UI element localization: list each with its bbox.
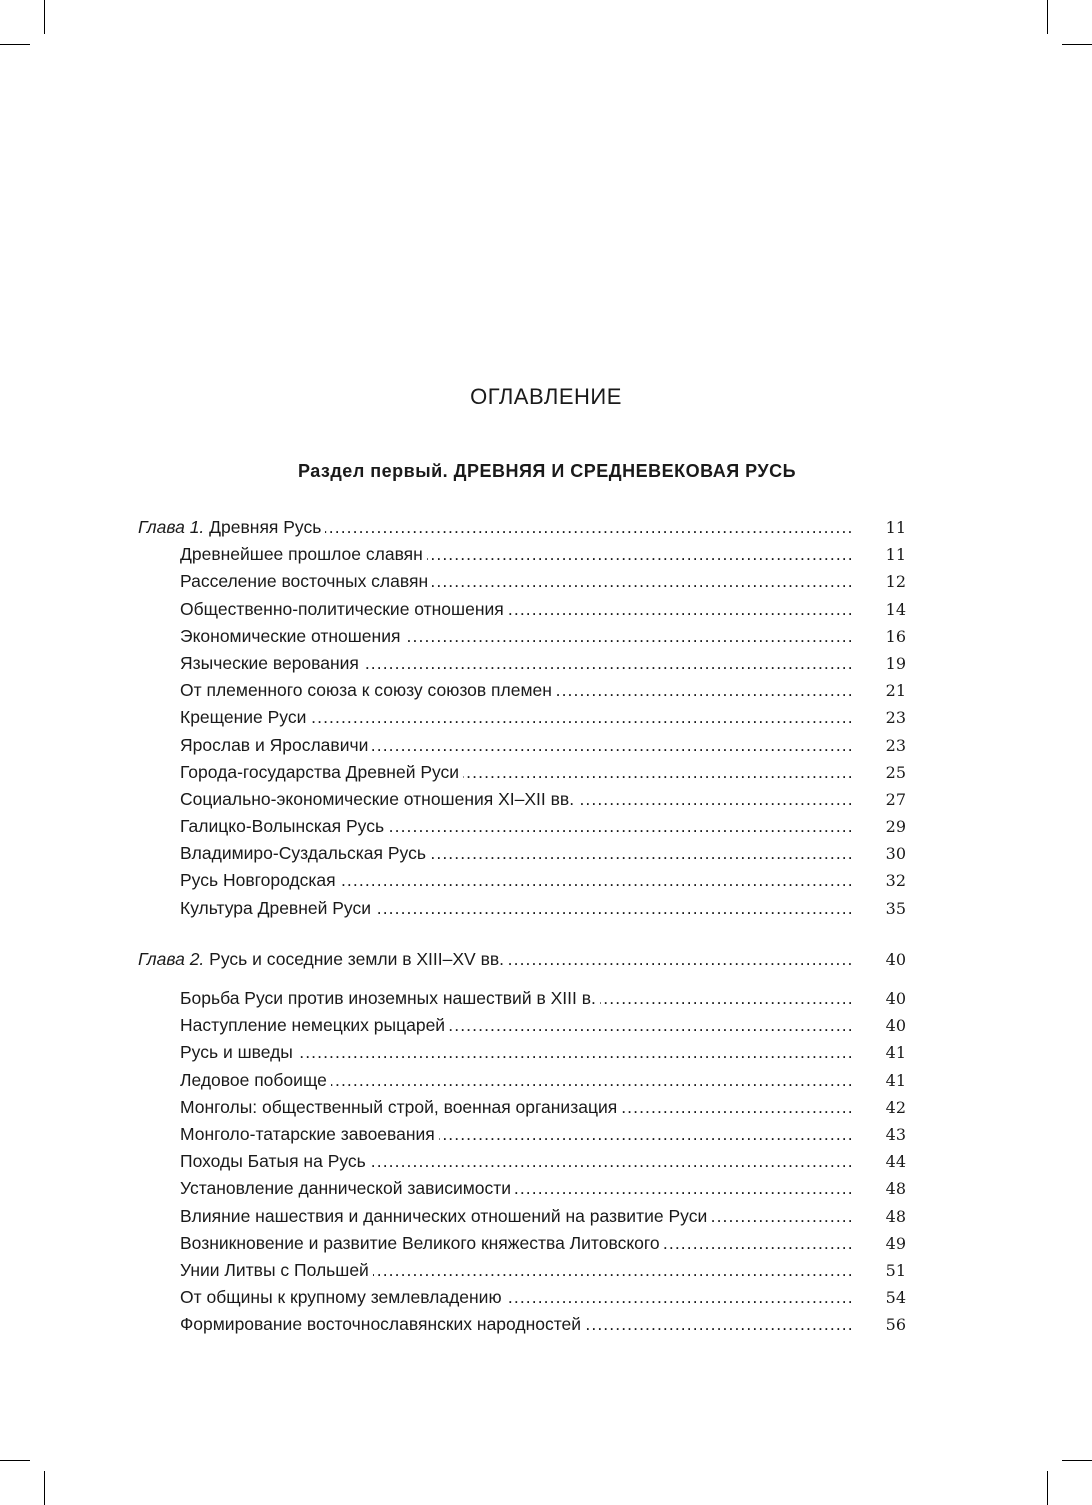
crop-mark-bottom-left-vertical: [44, 1471, 45, 1505]
toc-item-title: Культура Древней Руси: [180, 898, 375, 918]
toc-item-page: 54: [885, 1288, 906, 1308]
toc-item[interactable]: [138, 1230, 906, 1257]
toc-item-title: Походы Батыя на Русь: [180, 1151, 370, 1171]
toc-item[interactable]: [138, 732, 906, 759]
toc-item-title: Крещение Руси: [180, 707, 310, 727]
toc-item[interactable]: [138, 1257, 906, 1284]
toc-item[interactable]: [138, 1094, 906, 1121]
toc-item[interactable]: [138, 1311, 906, 1338]
toc-item-title: Унии Литвы с Польшей: [180, 1260, 373, 1280]
chapter-1-label: [138, 517, 325, 537]
toc-item[interactable]: [138, 1148, 906, 1175]
toc-item-page: 56: [885, 1315, 906, 1335]
toc-item[interactable]: [138, 1121, 906, 1148]
toc-item-title: Монголо-татарские завоевания: [180, 1124, 439, 1144]
chapter-1-entry[interactable]: [138, 514, 906, 541]
toc-item-title: Социально-экономические отношения XI–XII вв.: [180, 789, 578, 809]
toc-item[interactable]: [138, 985, 906, 1012]
toc-item-page: 49: [885, 1233, 906, 1253]
toc-item[interactable]: [138, 1012, 906, 1039]
toc-item-title: Монголы: общественный строй, военная организация: [180, 1097, 621, 1117]
toc-item[interactable]: [138, 677, 906, 704]
toc-item-page: 43: [885, 1124, 906, 1144]
crop-mark-bottom-right-horizontal: [1062, 1460, 1092, 1461]
toc-item[interactable]: [138, 1284, 906, 1311]
toc-item-page: 48: [885, 1206, 906, 1226]
toc-item[interactable]: [138, 704, 906, 731]
chapter-1-page: 11: [885, 518, 906, 537]
toc-item-page: 27: [885, 789, 906, 809]
toc-item-title: Экономические отношения: [180, 626, 404, 646]
toc-item-title: Ярослав и Ярославичи: [180, 735, 372, 755]
crop-mark-top-left-vertical: [44, 0, 45, 34]
toc-item[interactable]: [138, 895, 906, 922]
crop-mark-top-left-horizontal: [0, 44, 30, 45]
toc-item-page: 44: [885, 1152, 906, 1172]
toc-item-page: 32: [885, 871, 906, 891]
toc-item[interactable]: [138, 813, 906, 840]
toc-item-page: 42: [885, 1097, 906, 1117]
toc-item-title: Установление даннической зависимости: [180, 1178, 515, 1198]
toc-item[interactable]: [138, 759, 906, 786]
toc-item-title: От племенного союза к союзу союзов племен: [180, 680, 556, 700]
chapter-2-entry[interactable]: [138, 946, 906, 973]
toc-item-page: 25: [885, 762, 906, 782]
toc-item-title: Ледовое побоище: [180, 1070, 331, 1090]
toc-item-page: 21: [885, 681, 906, 701]
chapter-2-title: Русь и соседние земли в XIII–XV вв.: [209, 948, 505, 969]
toc-item-page: 41: [885, 1070, 906, 1090]
table-of-contents: [138, 514, 906, 1338]
chapter-2-label: [138, 949, 508, 969]
chapter-1-prefix: Глава 1.: [138, 517, 205, 537]
page-title: ОГЛАВЛЕНИЕ: [470, 384, 622, 409]
toc-item[interactable]: [138, 1039, 906, 1066]
toc-item-page: 51: [885, 1260, 906, 1280]
toc-item-title: Города-государства Древней Руси: [180, 762, 463, 782]
toc-item-title: Наступление немецких рыцарей: [180, 1015, 449, 1035]
toc-item[interactable]: [138, 786, 906, 813]
toc-item-page: 19: [885, 653, 906, 673]
toc-item-title: Расселение восточных славян: [180, 571, 432, 591]
toc-item-page: 16: [885, 626, 906, 646]
toc-item-page: 23: [885, 708, 906, 728]
toc-item-title: Языческие верования: [180, 653, 363, 673]
crop-mark-bottom-right-vertical: [1047, 1471, 1048, 1505]
toc-item-title: Общественно-политические отношения: [180, 599, 508, 619]
chapter-2-page: 40: [885, 949, 906, 969]
toc-item[interactable]: [138, 568, 906, 595]
toc-item-title: Русь Новгородская: [180, 870, 340, 890]
crop-mark-bottom-left-horizontal: [0, 1460, 30, 1461]
toc-item-page: 40: [885, 1016, 906, 1036]
toc-item-page: 41: [885, 1043, 906, 1063]
toc-item[interactable]: [138, 1175, 906, 1202]
section-title: Раздел первый. ДРЕВНЯЯ И СРЕДНЕВЕКОВАЯ РУСЬ: [297, 461, 797, 481]
toc-item[interactable]: [138, 650, 906, 677]
toc-item-title: Владимиро-Суздальская Русь: [180, 843, 430, 863]
toc-item-page: 30: [885, 844, 906, 864]
toc-item-title: Возникновение и развитие Великого княжества Литовского: [180, 1233, 664, 1253]
toc-item[interactable]: [138, 596, 906, 623]
toc-item-title: Влияние нашествия и даннических отношений на развитие Руси: [180, 1206, 711, 1226]
toc-item-title: От общины к крупному землевладению: [180, 1287, 506, 1307]
toc-item-page: 14: [885, 599, 906, 619]
toc-item[interactable]: [138, 1067, 906, 1094]
toc-item-title: Формирование восточнославянских народностей: [180, 1314, 585, 1334]
toc-item-page: 29: [885, 817, 906, 837]
crop-mark-top-right-vertical: [1047, 0, 1048, 34]
toc-item-title: Борьба Руси против иноземных нашествий в XIII в.: [180, 988, 600, 1008]
crop-mark-top-right-horizontal: [1062, 44, 1092, 45]
chapter-1-title: Древняя Русь: [209, 517, 322, 537]
toc-item-page: 40: [885, 989, 906, 1008]
toc-item-title: Галицко-Волынская Русь: [180, 816, 388, 836]
toc-item-page: 48: [885, 1179, 906, 1199]
toc-item[interactable]: [138, 541, 906, 568]
toc-item[interactable]: [138, 867, 906, 894]
chapter-2-prefix: Глава 2.: [138, 948, 205, 969]
toc-item[interactable]: [138, 623, 906, 650]
toc-item-page: 23: [885, 735, 906, 755]
toc-item[interactable]: [138, 1203, 906, 1230]
toc-item-title: Древнейшее прошлое славян: [180, 544, 427, 564]
toc-item[interactable]: [138, 840, 906, 867]
toc-item-page: 12: [885, 572, 906, 592]
toc-item-page: 11: [885, 545, 906, 565]
toc-item-page: 35: [885, 898, 906, 918]
toc-item-title: Русь и шведы: [180, 1042, 297, 1062]
